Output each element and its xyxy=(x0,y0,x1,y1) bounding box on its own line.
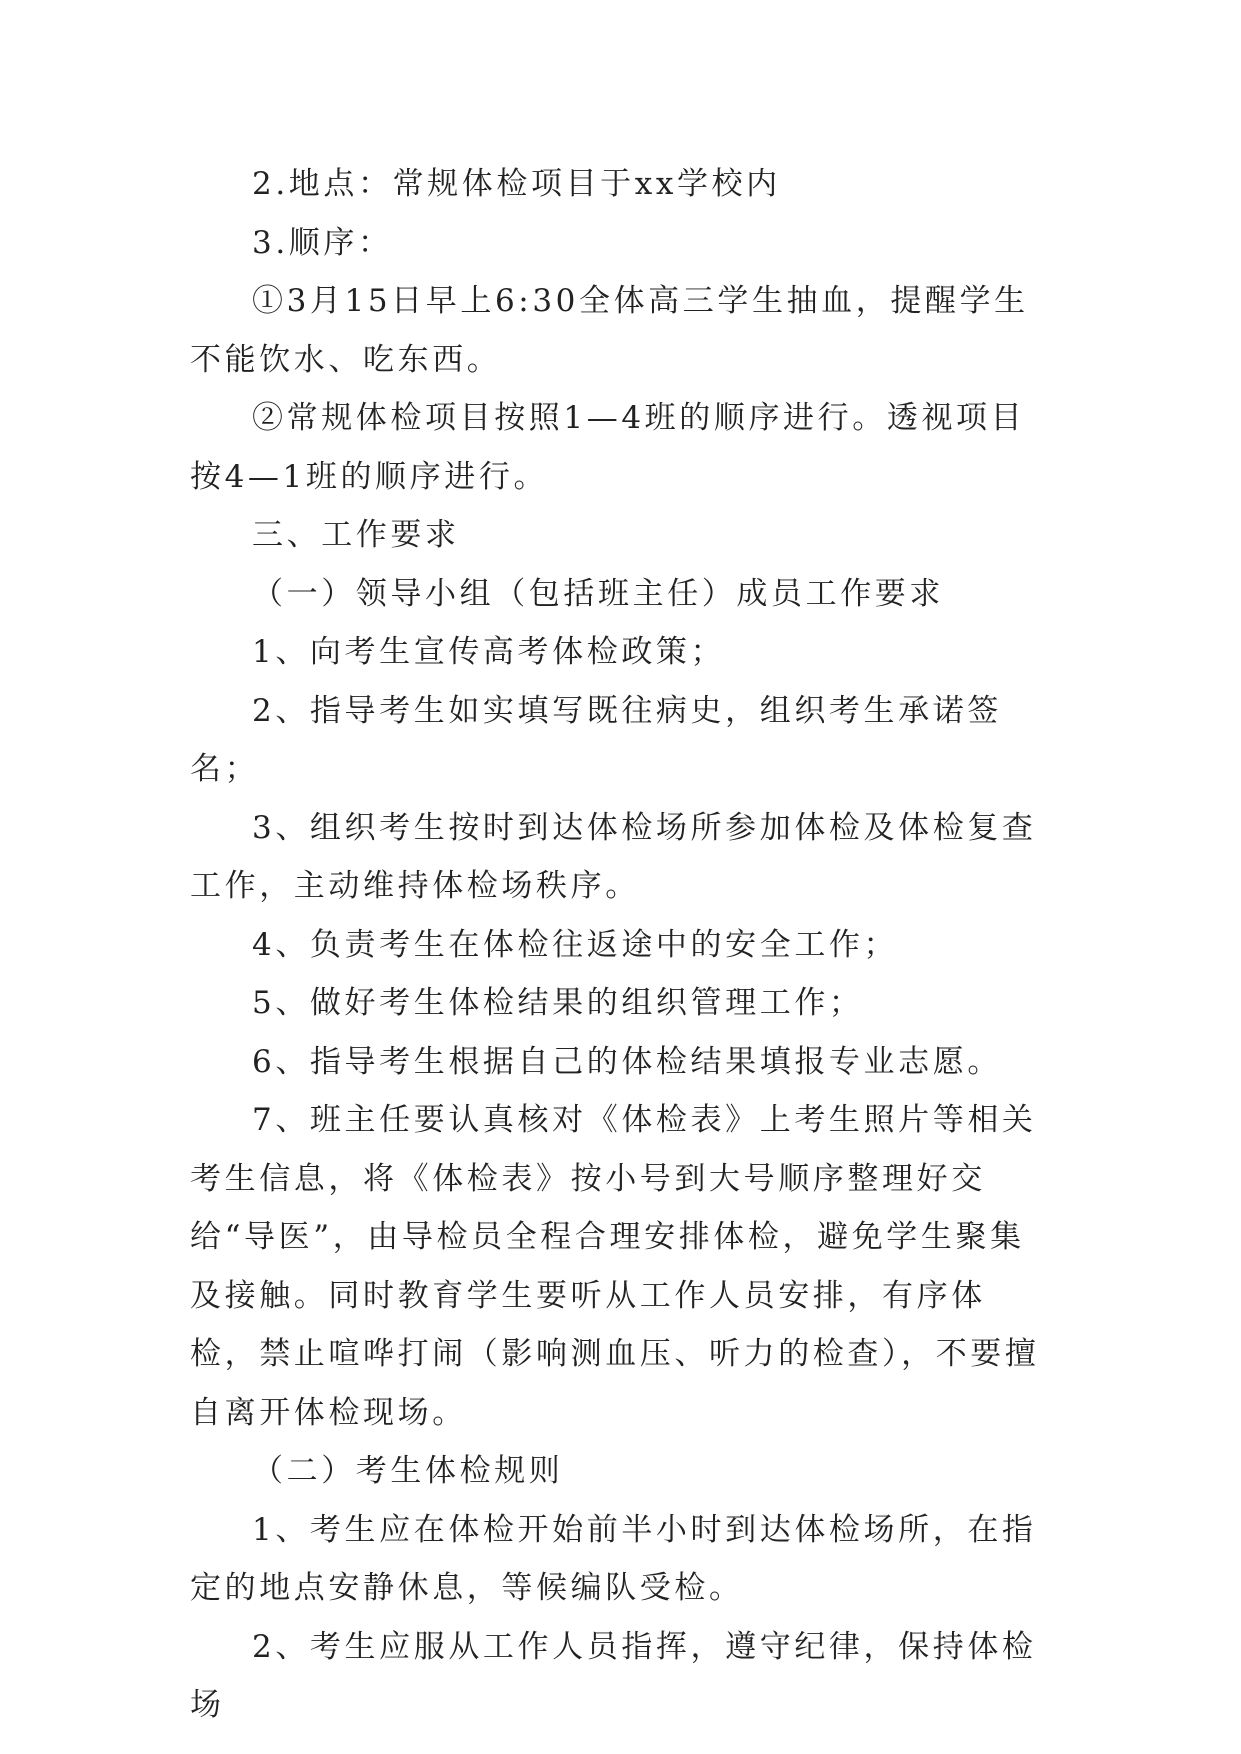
rule-item-1: 1、考生应在体检开始前半小时到达体检场所，在指定的地点安静休息，等候编队受检。 xyxy=(190,1511,1037,1606)
list-item-4: 4、负责考生在体检往返途中的安全工作； xyxy=(252,926,899,963)
list-item-1: 1、向考生宣传高考体检政策； xyxy=(252,634,726,670)
paragraph-order-heading: 3.顺序： xyxy=(252,224,393,261)
list-item-7: 7、班主任要认真核对《体检表》上考生照片等相关考生信息，将《体检表》按小号到大号顺序整理好交给“导医”，由导检员全程合理安排体检，避免学生聚集及接触。同时教育学生要听从工作人员安排，有序体检，禁止喧哗打闹（影响测血压、听力的检查），不要擅自离开体检现场。 xyxy=(190,1102,1040,1431)
subsection-heading-exam-rules: （二）考生体检规则 xyxy=(252,1453,564,1489)
list-item-5: 5、做好考生体检结果的组织管理工作； xyxy=(252,985,864,1021)
subsection-heading-leadership: （一）领导小组（包括班主任）成员工作要求 xyxy=(252,575,944,612)
paragraph-location: 2.地点：常规体检项目于xx学校内 xyxy=(252,166,781,202)
list-item-6: 6、指导考生根据自己的体检结果填报专业志愿。 xyxy=(252,1043,1002,1080)
paragraph-order-1: ①3月15日早上6:30全体高三学生抽血，提醒学生不能饮水、吃东西。 xyxy=(190,283,1029,378)
paragraph-order-2: ②常规体检项目按照1—4班的顺序进行。透视项目按4—1班的顺序进行。 xyxy=(190,400,1026,495)
rule-item-2: 2、考生应服从工作人员指挥，遵守纪律，保持体检场 xyxy=(190,1628,1037,1723)
document-body xyxy=(190,155,1052,1735)
list-item-2: 2、指导考生如实填写既往病史，组织考生承诺签名； xyxy=(190,692,1002,787)
section-heading-work-requirements: 三、工作要求 xyxy=(252,517,460,553)
list-item-3: 3、组织考生按时到达体检场所参加体检及体检复查工作，主动维持体检场秩序。 xyxy=(190,809,1037,904)
